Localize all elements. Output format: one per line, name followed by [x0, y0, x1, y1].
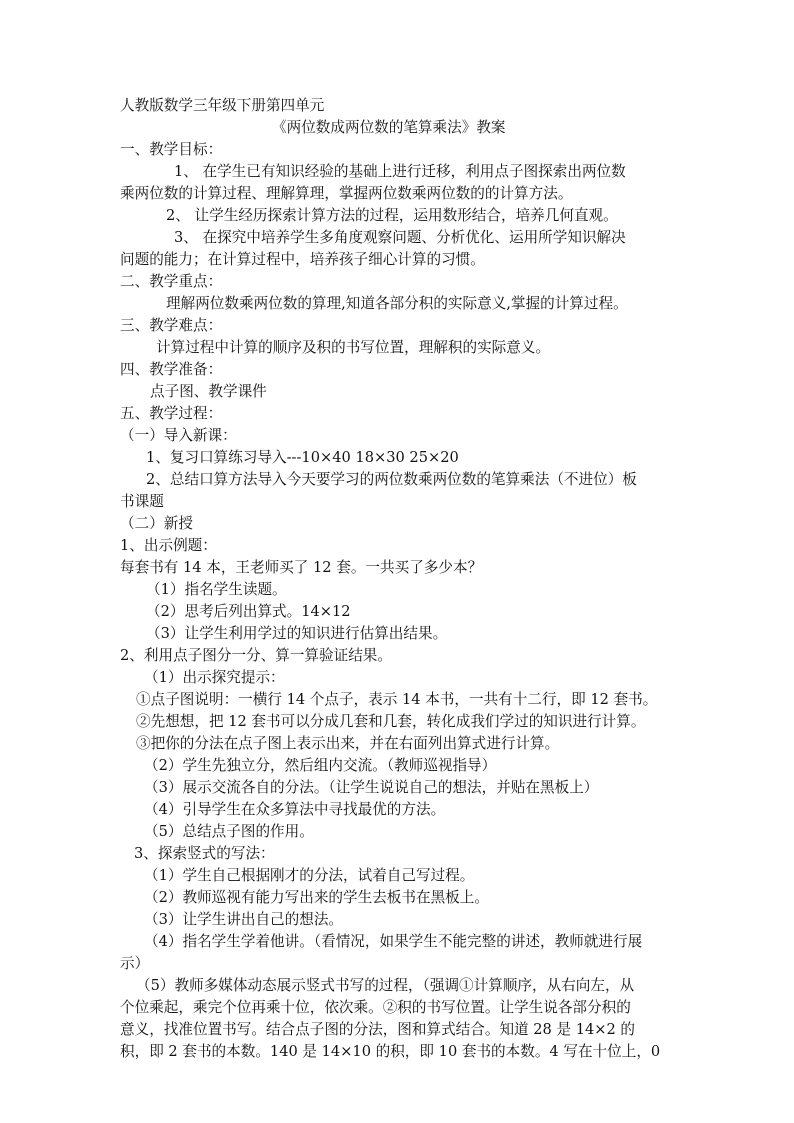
example-step-3: （3）让学生利用学过的知识进行估算出结果。 — [146, 625, 448, 642]
example-step-1: （1）指名学生读题。 — [146, 581, 287, 598]
preparation-text: 点子图、教学课件 — [150, 383, 267, 400]
subsection-introduction: （一）导入新课： — [120, 427, 237, 444]
intro-step-1: 1、复习口算练习导入---10×40 18×30 25×20 — [146, 449, 459, 466]
example-step-2: （2）思考后列出算式。14×12 — [146, 603, 351, 620]
example-problem: 每套书有 14 本，王老师买了 12 套。一共买了多少本？ — [120, 559, 483, 576]
section-heading-process: 五、教学过程： — [120, 405, 223, 422]
difficulties-text: 计算过程中计算的顺序及积的书写位置，理解积的实际意义。 — [156, 339, 551, 356]
vertical-step-4-line-2: 示） — [120, 955, 150, 972]
step-dot-diagram: 2、利用点子图分一分、算一算验证结果。 — [120, 647, 392, 664]
vertical-step-2: （2）教师巡视有能力写出来的学生去板书在黑板上。 — [144, 889, 489, 906]
section-heading-objectives: 一、教学目标： — [120, 141, 223, 158]
objective-3-line-1: 3、 在探究中培养学生多角度观察问题、分析优化、运用所学知识解决 — [174, 229, 626, 246]
lesson-title: 《两位数成两位数的笔算乘法》教案 — [272, 119, 506, 136]
dot-step-2: （2）学生先独立分，然后组内交流。（教师巡视指导） — [144, 757, 497, 774]
dot-hint-2: ②先想想，把 12 套书可以分成几套和几套，转化成我们学过的知识进行计算。 — [136, 713, 646, 730]
intro-step-2-line-1: 2、总结口算方法导入今天要学习的两位数乘两位数的笔算乘法（不进位）板 — [146, 471, 637, 488]
vertical-step-5-line-3: 意义，找准位置书写。结合点子图的分法，图和算式结合。知道 28 是 14×2 的 — [120, 1021, 636, 1038]
intro-step-2-line-2: 书课题 — [120, 493, 164, 510]
series-heading: 人教版数学三年级下册第四单元 — [120, 97, 325, 114]
vertical-step-4-line-1: （4）指名学生学着他讲。（看情况，如果学生不能完整的讲述，教师就进行展 — [144, 933, 643, 950]
objective-2: 2、 让学生经历探索计算方法的过程，运用数形结合，培养几何直观。 — [166, 207, 618, 224]
step-vertical-form: 3、探索竖式的写法： — [134, 845, 275, 862]
vertical-step-5-line-1: （5）教师多媒体动态展示竖式书写的过程，（强调①计算顺序，从右向左，从 — [136, 977, 635, 994]
dot-hint-1: ①点子图说明：一横行 14 个点子，表示 14 本书，一共有十二行，即 12 套书。 — [136, 691, 658, 708]
step-show-example: 1、出示例题： — [120, 537, 217, 554]
dot-step-5: （5）总结点子图的作用。 — [144, 823, 314, 840]
dot-step-1: （1）出示探究提示： — [144, 669, 285, 686]
subsection-new-lesson: （二）新授 — [120, 515, 193, 532]
objective-1-line-2: 乘两位数的计算过程、理解算理，掌握两位数乘两位数的的计算方法。 — [120, 185, 573, 202]
dot-hint-3: ③把你的分法在点子图上表示出来，并在右面列出算式进行计算。 — [136, 735, 560, 752]
key-points-text: 理解两位数乘两位数的算理,知道各部分积的实际意义,掌握的计算过程。 — [166, 295, 628, 312]
objective-1-line-1: 1、 在学生已有知识经验的基础上进行迁移，利用点子图探索出两位数 — [174, 163, 626, 180]
vertical-step-1: （1）学生自己根据刚才的分法，试着自己写过程。 — [144, 867, 475, 884]
objective-3-line-2: 问题的能力；在计算过程中，培养孩子细心计算的习惯。 — [120, 251, 485, 268]
dot-step-4: （4）引导学生在众多算法中寻找最优的方法。 — [144, 801, 446, 818]
vertical-step-5-line-2: 个位乘起，乘完个位再乘十位，依次乘。②积的书写位置。让学生说各部分积的 — [120, 999, 631, 1016]
section-heading-difficulties: 三、教学难点： — [120, 317, 223, 334]
vertical-step-5-line-4: 积，即 2 套书的本数。140 是 14×10 的积，即 10 套书的本数。4 写在十位上，0 — [120, 1043, 661, 1060]
vertical-step-3: （3）让学生讲出自己的想法。 — [144, 911, 344, 928]
section-heading-preparation: 四、教学准备： — [120, 361, 223, 378]
section-heading-key-points: 二、教学重点： — [120, 273, 223, 290]
dot-step-3: （3）展示交流各自的分法。（让学生说说自己的想法，并贴在黑板上） — [144, 779, 599, 796]
